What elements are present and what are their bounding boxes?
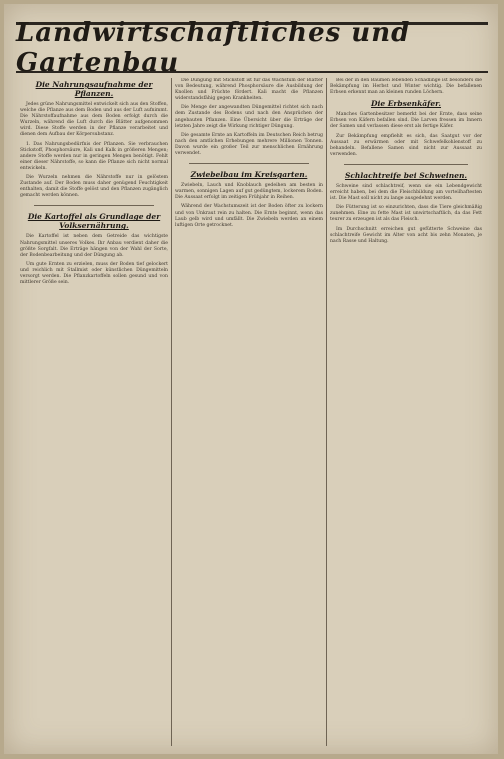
column-1	[20, 78, 168, 748]
article-paragraph: 1. Das Nahrungsbedürfnis der Pflanzen. Sie verbrauchen Stickstoff, Phosphorsäure, Kali und Kalk in größeren Mengen; andere Stoffe werden nur in geringen Mengen benötigt. Fehlt einer dieser Nährstoffe, so kann die Pflanze sich nicht normal entwickeln.	[20, 141, 168, 171]
article-separator	[34, 205, 154, 206]
article-paragraph: Um gute Ernten zu erzielen, muss der Boden tief gelockert und reichlich mit Stallmist oder künstlichen Düngemitteln versorgt werden. Die Pflanzkartoffeln sollen gesund und von mittlerer Größe sein.	[20, 261, 168, 286]
article-paragraph: Bei der in den Bäumen lebenden Schädlinge ist besonders die Bekämpfung im Herbst und Winter wichtig. Die befallenen Erbsen erkennt man an kleinen runden Löchern.	[330, 78, 482, 96]
article-paragraph: Die Düngung mit Stickstoff ist für das Wachstum der Blätter von Bedeutung, während Phosphorsäure die Ausbildung der Knollen und Früchte fördert. Kali macht die Pflanzen widerstandsfähig gegen Krankheiten.	[175, 78, 323, 102]
article-paragraph: Während der Wachstumszeit ist der Boden öfter zu lockern und von Unkraut rein zu halten. Die Ernte beginnt, wenn das Laub gelb wird und umfällt. Die Zwiebeln werden an einem luftigen Orte getrocknet.	[175, 204, 323, 228]
article-heading: Zwiebelbau im Kreisgarten.	[190, 170, 308, 180]
article-paragraph: Die gesamte Ernte an Kartoffeln im Deutschen Reich betrug nach den amtlichen Erhebungen mehrere Millionen Tonnen. Davon wurde ein großer Teil zur menschlichen Ernährung verwendet.	[175, 132, 323, 157]
column-2	[175, 78, 323, 748]
article-heading: Die Erbsenkäfer.	[370, 99, 442, 109]
article-heading: Die Nahrungsaufnahme der Pflanzen.	[35, 80, 153, 98]
column-divider	[171, 78, 172, 746]
column-divider	[326, 78, 327, 746]
article-paragraph: Jedes grüne Nahrungsmittel entwickelt sich aus den Stoffen, welche die Pflanze aus dem Boden und aus der Luft aufnimmt. Die Nährstoffaufnahme aus dem Boden erfolgt durch die Wurzeln, während die Luft durch die Blätter aufgenommen wird. Diese Stoffe werden in der Pflanze verarbeitet und dienen dem Aufbau der Körpersubstanz.	[20, 102, 168, 138]
section-masthead	[16, 18, 488, 78]
article-paragraph: Die Menge der angewandten Düngemittel richtet sich nach dem Zustande des Bodens und nach den Ansprüchen der angebauten Pflanzen. Eine Übersicht über die Erträge der letzten Jahre zeigt die Wirkung richtiger Düngung.	[175, 105, 323, 129]
article-paragraph: Die Fütterung ist so einzurichten, dass die Tiere gleichmäßig zunehmen. Eine zu fette Mast ist unwirtschaftlich, da das Fett teurer zu erzeugen ist als das Fleisch.	[330, 205, 482, 223]
section-title: Landwirtschaftliches und Gartenbau	[16, 18, 411, 78]
article-paragraph: Schweine sind schlachtreif, wenn sie ein Lebendgewicht erreicht haben, bei dem die Fleischbildung am vorteilhaftesten ist. Die Mast soll nicht zu lange ausgedehnt werden.	[330, 183, 482, 202]
article-heading: Schlachtreife bei Schweinen.	[344, 170, 468, 180]
article-paragraph: Zur Bekämpfung empfiehlt es sich, das Saatgut vor der Aussaat zu erwärmen oder mit Schwefelkohlenstoff zu behandeln. Befallene Samen sind nicht zur Aussaat zu verwenden.	[330, 133, 482, 157]
article-paragraph: Zwiebeln, Lauch und Knoblauch gedeihen am besten in warmen, sonnigen Lagen auf gut gedüngtem, lockerem Boden. Die Aussaat erfolgt im zeitigen Frühjahr in Reihen.	[175, 183, 323, 201]
column-3	[330, 78, 482, 748]
article-paragraph: Manches Gartenbesitzer bemerkt bei der Ernte, dass seine Erbsen von Käfern befallen sind. Die Larven fressen im Innern der Samen und verlassen diese erst als fertige Käfer.	[330, 112, 482, 130]
article-heading: Die Kartoffel als Grundlage der Volksernährung.	[27, 212, 161, 231]
article-paragraph: Die Kartoffel ist neben dem Getreide das wichtigste Nahrungsmittel unseres Volkes. Ihr Anbau verdient daher die größte Sorgfalt. Die Erträge hängen von der Wahl der Sorte, der Bodenbearbeitung und der Düngung ab.	[20, 234, 168, 258]
article-separator	[189, 163, 309, 164]
article-paragraph: Im Durchschnitt erreichen gut gefütterte Schweine das schlachtreife Gewicht im Alter von acht bis zehn Monaten, je nach Rasse und Haltung.	[330, 226, 482, 244]
article-separator	[344, 164, 468, 165]
article-paragraph: Die Wurzeln nehmen die Nährstoffe nur in gelöstem Zustande auf. Der Boden muss daher genügend Feuchtigkeit enthalten, damit die Stoffe gelöst und den Pflanzen zugänglich gemacht werden können.	[20, 175, 168, 199]
newspaper-page	[4, 4, 498, 754]
